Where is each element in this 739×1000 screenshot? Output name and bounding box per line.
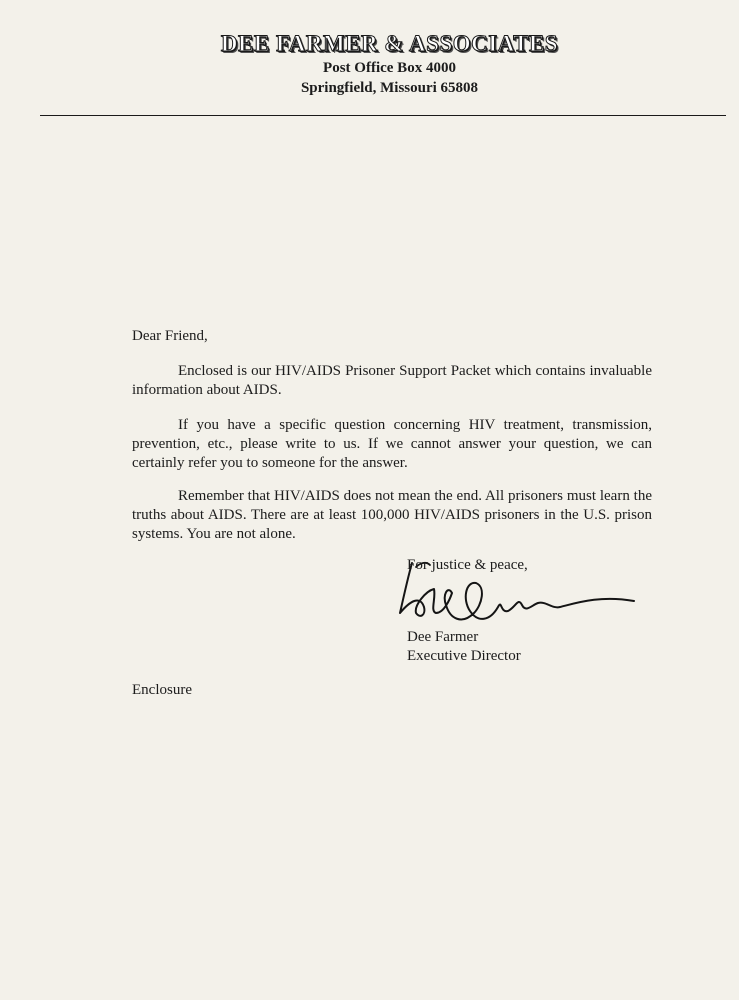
letterhead [0, 30, 739, 98]
organization-name: DEE FARMER & ASSOCIATES [220, 31, 559, 56]
address-line-po-box: Post Office Box 4000 [323, 60, 456, 76]
paragraph-1: Enclosed is our HIV/AIDS Prisoner Support Packet which contains invaluable information about AIDS. [132, 363, 652, 398]
paragraph-3: Remember that HIV/AIDS does not mean the end. All prisoners must learn the truths about AIDS. There are at least 100,000 HIV/AIDS prisoners in the U.S. prison systems. You are not alone. [132, 488, 652, 542]
address-line-city: Springfield, Missouri 65808 [300, 80, 479, 96]
closing: For justice & peace, [407, 557, 528, 573]
paragraph-2: If you have a specific question concerning HIV treatment, transmission, prevention, etc., please write to us. If we cannot answer your question, we can certainly refer you to someone for the answer. [132, 417, 652, 471]
enclosure-note: Enclosure [132, 682, 192, 698]
letterhead-divider [40, 115, 726, 116]
signer-name: Dee Farmer [407, 629, 479, 645]
signer-title: Executive Director [407, 648, 521, 664]
salutation: Dear Friend, [132, 328, 208, 344]
